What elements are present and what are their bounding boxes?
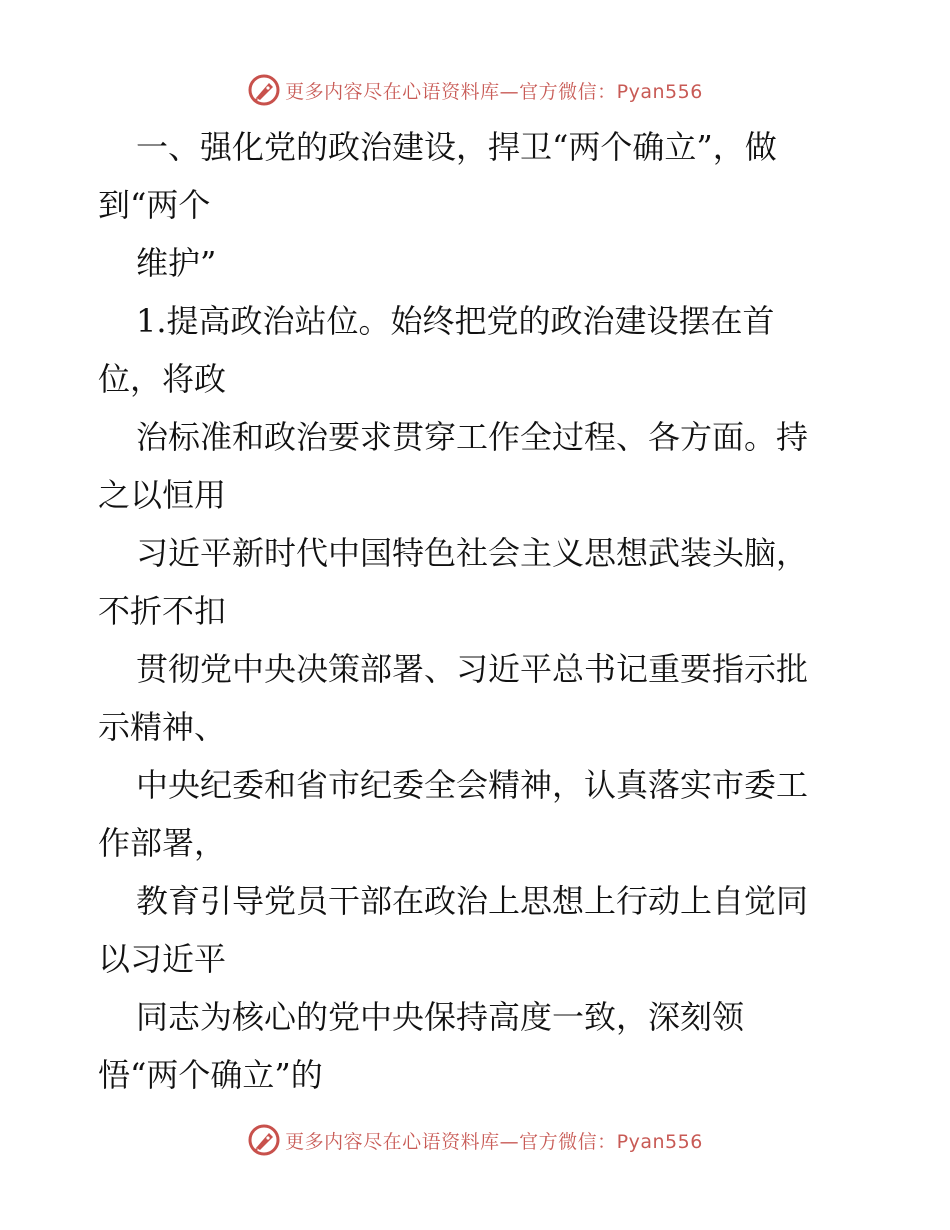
text-line: 之以恒用 bbox=[98, 476, 227, 514]
document-body bbox=[98, 118, 858, 1104]
watermark-text: 更多内容尽在心语资料库—官方微信：Pyan556 bbox=[285, 1130, 703, 1153]
watermark-text: 更多内容尽在心语资料库—官方微信：Pyan556 bbox=[285, 80, 703, 103]
header-watermark bbox=[0, 70, 950, 110]
pen-nib-logo-icon bbox=[247, 1123, 281, 1157]
text-line: 位，将政 bbox=[98, 360, 227, 398]
text-line: 维护” bbox=[136, 244, 217, 282]
text-line: 中央纪委和省市纪委全会精神，认真落实市委工 bbox=[136, 766, 809, 804]
text-line: 1.提高政治站位。始终把党的政治建设摆在首 bbox=[136, 302, 775, 340]
text-line: 以习近平 bbox=[98, 940, 227, 978]
text-line: 不折不扣 bbox=[98, 592, 227, 630]
pen-nib-logo-icon bbox=[247, 73, 281, 107]
text-line: 作部署， bbox=[98, 824, 227, 862]
text-line: 教育引导党员干部在政治上思想上行动上自觉同 bbox=[136, 882, 809, 920]
text-line: 悟“两个确立”的 bbox=[98, 1056, 323, 1094]
text-line: 一、强化党的政治建设，捍卫“两个确立”，做 bbox=[136, 128, 777, 166]
text-line: 习近平新时代中国特色社会主义思想武装头脑， bbox=[136, 534, 809, 572]
text-line: 示精神、 bbox=[98, 708, 227, 746]
text-line: 同志为核心的党中央保持高度一致，深刻领 bbox=[136, 998, 745, 1036]
footer-watermark bbox=[0, 1120, 950, 1160]
text-line: 贯彻党中央决策部署、习近平总书记重要指示批 bbox=[136, 650, 809, 688]
text-line: 到“两个 bbox=[98, 186, 211, 224]
text-line: 治标准和政治要求贯穿工作全过程、各方面。持 bbox=[136, 418, 809, 456]
